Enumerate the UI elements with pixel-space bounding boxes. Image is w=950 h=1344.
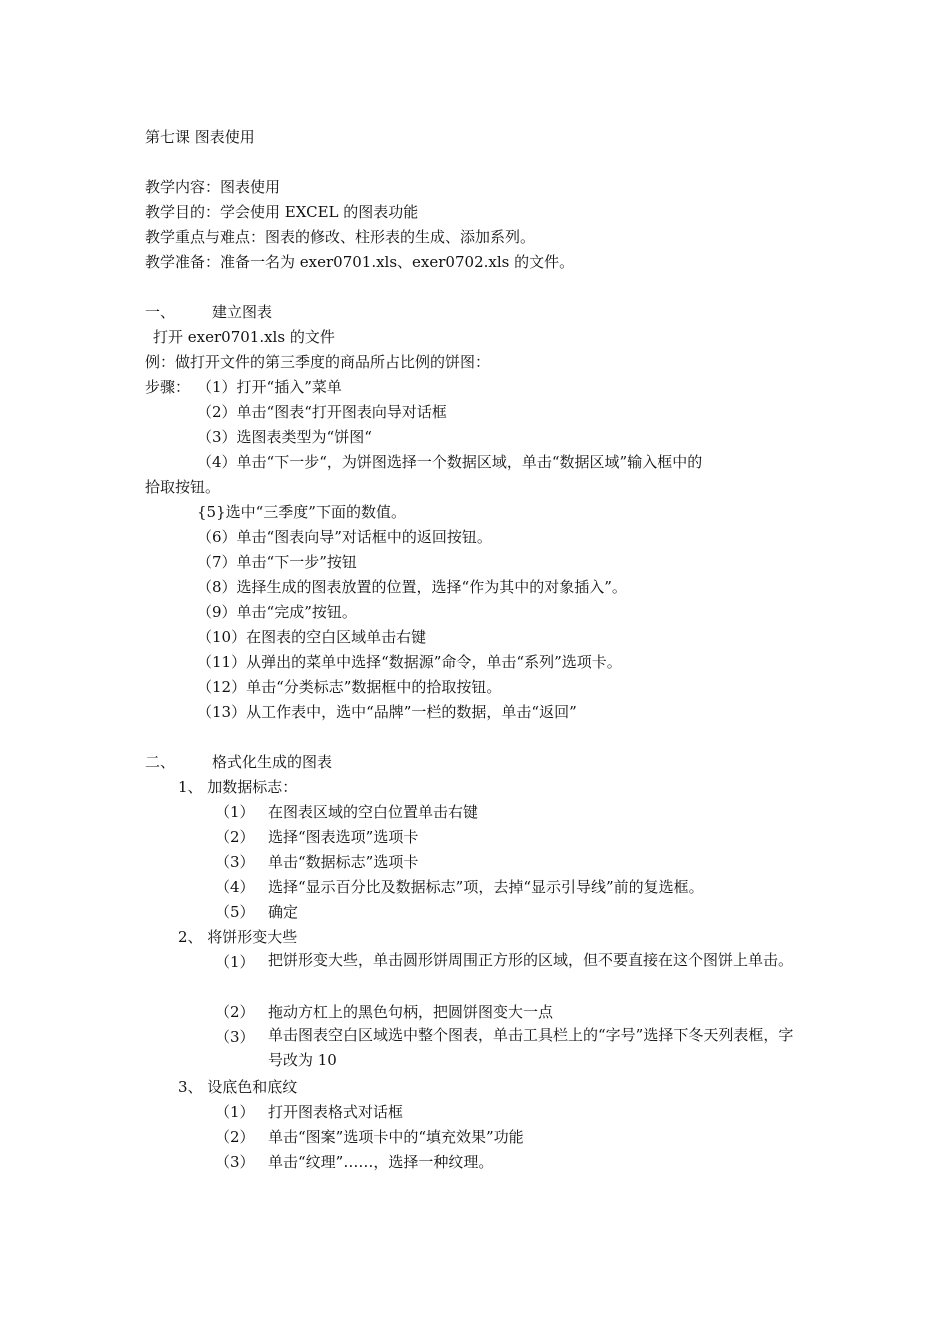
item-number: （5）: [215, 903, 255, 921]
list-item: 确定: [268, 903, 299, 921]
list-item: 把饼形变大些，单击圆形饼周围正方形的区域，但不要直接在这个图饼上单击。: [268, 951, 794, 969]
teaching-content: 教学内容：图表使用: [145, 178, 281, 196]
teaching-goal: 教学目的：学会使用 EXCEL 的图表功能: [145, 203, 419, 221]
step-5: {5}选中“三季度”下面的数值。: [197, 503, 406, 521]
subsection-3-label: 3、 设底色和底纹: [178, 1078, 298, 1096]
item-number: （3）: [215, 1028, 255, 1046]
item-number: （3）: [215, 853, 255, 871]
step-8: （8）选择生成的图表放置的位置，选择“作为其中的对象插入”。: [197, 578, 627, 596]
item-number: （4）: [215, 878, 255, 896]
item-number: （3）: [215, 1153, 255, 1171]
item-number: （2）: [215, 1128, 255, 1146]
list-item: 单击“纹理”……，选择一种纹理。: [268, 1153, 494, 1171]
step-2: （2）单击“图表“打开图表向导对话框: [197, 403, 447, 421]
teaching-focus: 教学重点与难点：图表的修改、柱形表的生成、添加系列。: [145, 228, 536, 246]
item-number: （2）: [215, 828, 255, 846]
section-2-number: 二、: [145, 753, 176, 771]
step-1: （1）打开“插入”菜单: [197, 378, 342, 396]
open-file-line: 打开 exer0701.xls 的文件: [153, 328, 335, 346]
list-item: 打开图表格式对话框: [268, 1103, 404, 1121]
teaching-prep: 教学准备：准备一名为 exer0701.xls、exer0702.xls 的文件。: [145, 253, 575, 271]
section-1-number: 一、: [145, 303, 176, 321]
lesson-title: 第七课 图表使用: [145, 128, 255, 146]
list-item: 单击“图案”选项卡中的“填充效果”功能: [268, 1128, 524, 1146]
step-11: （11）从弹出的菜单中选择“数据源”命令，单击“系列”选项卡。: [197, 653, 622, 671]
item-number: （1）: [215, 1103, 255, 1121]
list-item: 选择“显示百分比及数据标志”项，去掉“显示引导线”前的复选框。: [268, 878, 704, 896]
step-12: （12）单击“分类标志”数据框中的拾取按钮。: [197, 678, 502, 696]
steps-label: 步骤：: [145, 378, 191, 396]
step-4-continued: 拾取按钮。: [145, 478, 221, 496]
item-number: （1）: [215, 953, 255, 971]
list-item: 拖动方杠上的黑色句柄，把圆饼图变大一点: [268, 1003, 554, 1021]
step-7: （7）单击“下一步”按钮: [197, 553, 357, 571]
item-number: （2）: [215, 1003, 255, 1021]
list-item: 单击“数据标志”选项卡: [268, 853, 419, 871]
step-6: （6）单击“图表向导”对话框中的返回按钮。: [197, 528, 492, 546]
step-10: （10）在图表的空白区域单击右键: [197, 628, 427, 646]
subsection-1-label: 1、 加数据标志：: [178, 778, 298, 796]
step-3: （3）选图表类型为“饼图“: [197, 428, 372, 446]
list-item: 在图表区域的空白位置单击右键: [268, 803, 479, 821]
step-13: （13）从工作表中，选中“品牌”一栏的数据，单击“返回”: [197, 703, 577, 721]
section-1-heading: 建立图表: [212, 303, 273, 321]
example-line: 例：做打开文件的第三季度的商品所占比例的饼图：: [145, 353, 491, 371]
step-9: （9）单击“完成”按钮。: [197, 603, 357, 621]
list-item: 选择“图表选项”选项卡: [268, 828, 419, 846]
step-4: （4）单击“下一步“，为饼图选择一个数据区域，单击“数据区域”输入框中的: [197, 453, 703, 471]
section-2-heading: 格式化生成的图表: [212, 753, 333, 771]
subsection-2-label: 2、 将饼形变大些: [178, 928, 298, 946]
item-number: （1）: [215, 803, 255, 821]
list-item: 单击图表空白区域选中整个图表，单击工具栏上的“字号”选择下冬天列表框，字号改为 10: [268, 1026, 794, 1069]
